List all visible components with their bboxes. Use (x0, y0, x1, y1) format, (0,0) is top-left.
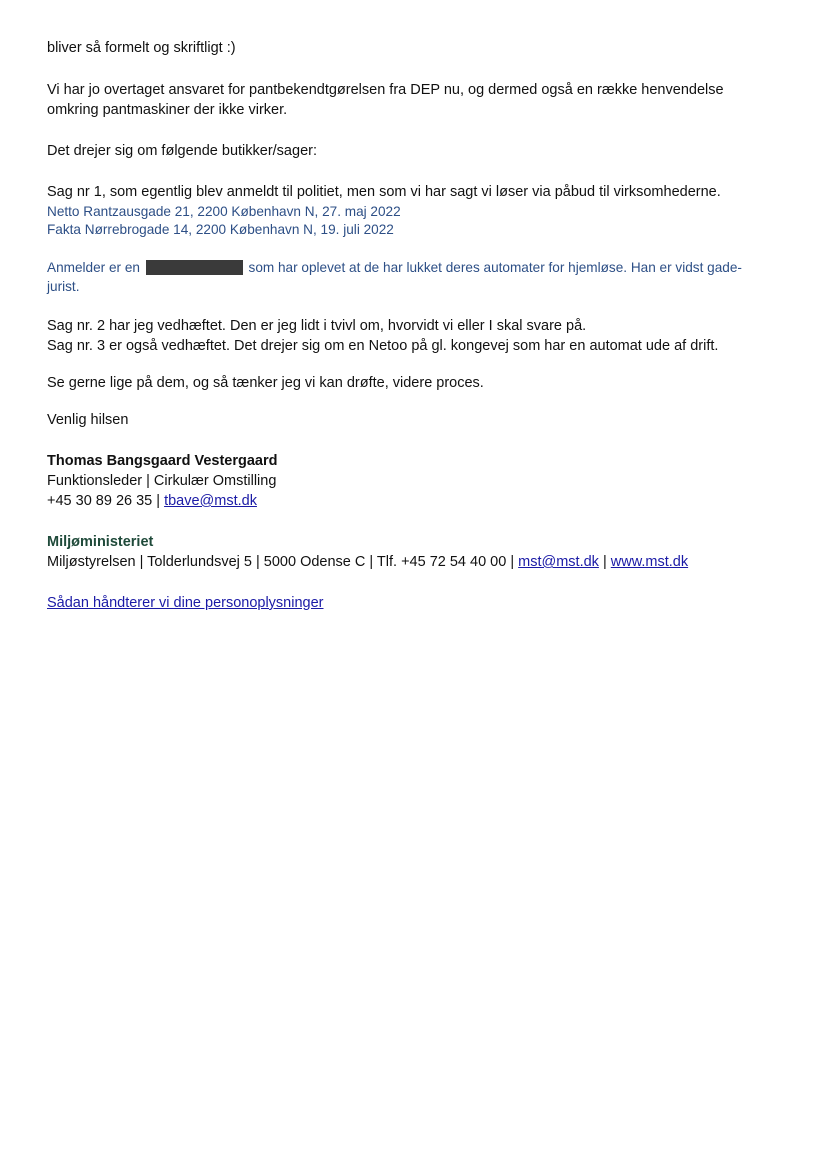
greeting: Venlig hilsen (47, 412, 129, 428)
case-1-heading: Sag nr 1, som egentlig blev anmeldt til politiet, men som vi har sagt vi løser via påbud til virksomhederne. (47, 184, 721, 200)
case-1-store-2: Fakta Nørrebrogade 14, 2200 København N, 19. juli 2022 (47, 222, 394, 237)
privacy-line (47, 593, 324, 613)
organization-email-link[interactable]: mst@mst.dk (518, 554, 599, 570)
organization-name: Miljøministeriet (47, 534, 154, 550)
paragraph-1-line-2: omkring pantmaskiner der ikke virker. (47, 102, 288, 118)
organization-address-text: Miljøstyrelsen | Tolderlundsvej 5 | 5000 Odense C | Tlf. +45 72 54 40 00 | (47, 554, 515, 570)
case-1-store-1: Netto Rantzausgade 21, 2200 København N, 27. maj 2022 (47, 204, 401, 219)
paragraph-2: Det drejer sig om følgende butikker/sager: (47, 143, 317, 159)
case-2: Sag nr. 2 har jeg vedhæftet. Den er jeg lidt i tvivl om, hvorvidt vi eller I skal svare på. (47, 318, 587, 334)
reporter-note-line-2: jurist. (47, 279, 80, 294)
redaction-block (146, 260, 243, 275)
case-3: Sag nr. 3 er også vedhæftet. Det drejer sig om en Netoo på gl. kongevej som har en automat ude af drift. (47, 338, 719, 354)
signature-contact (47, 491, 257, 511)
organization-address (47, 552, 688, 572)
paragraph-1-line-1: Vi har jo overtaget ansvaret for pantbekendtgørelsen fra DEP nu, og dermed også en række henvendelse (47, 82, 724, 98)
reporter-note (47, 258, 742, 277)
signature-phone: +45 30 89 26 35 | (47, 493, 161, 509)
organization-website-link[interactable]: www.mst.dk (610, 554, 689, 570)
intro-fragment: bliver så formelt og skriftligt :) (47, 40, 236, 56)
signature-title: Funktionsleder | Cirkulær Omstilling (47, 473, 277, 489)
reporter-prefix: Anmelder er en (47, 260, 140, 275)
signature-email-link[interactable]: tbave@mst.dk (164, 493, 257, 509)
organization-separator: | (602, 554, 607, 570)
closing-request: Se gerne lige på dem, og så tænker jeg vi kan drøfte, videre proces. (47, 375, 484, 391)
reporter-suffix: som har oplevet at de har lukket deres automater for hjemløse. Han er vidst gade- (248, 260, 742, 275)
signature-name: Thomas Bangsgaard Vestergaard (47, 453, 278, 469)
privacy-link[interactable]: Sådan håndterer vi dine personoplysninger (47, 595, 324, 611)
